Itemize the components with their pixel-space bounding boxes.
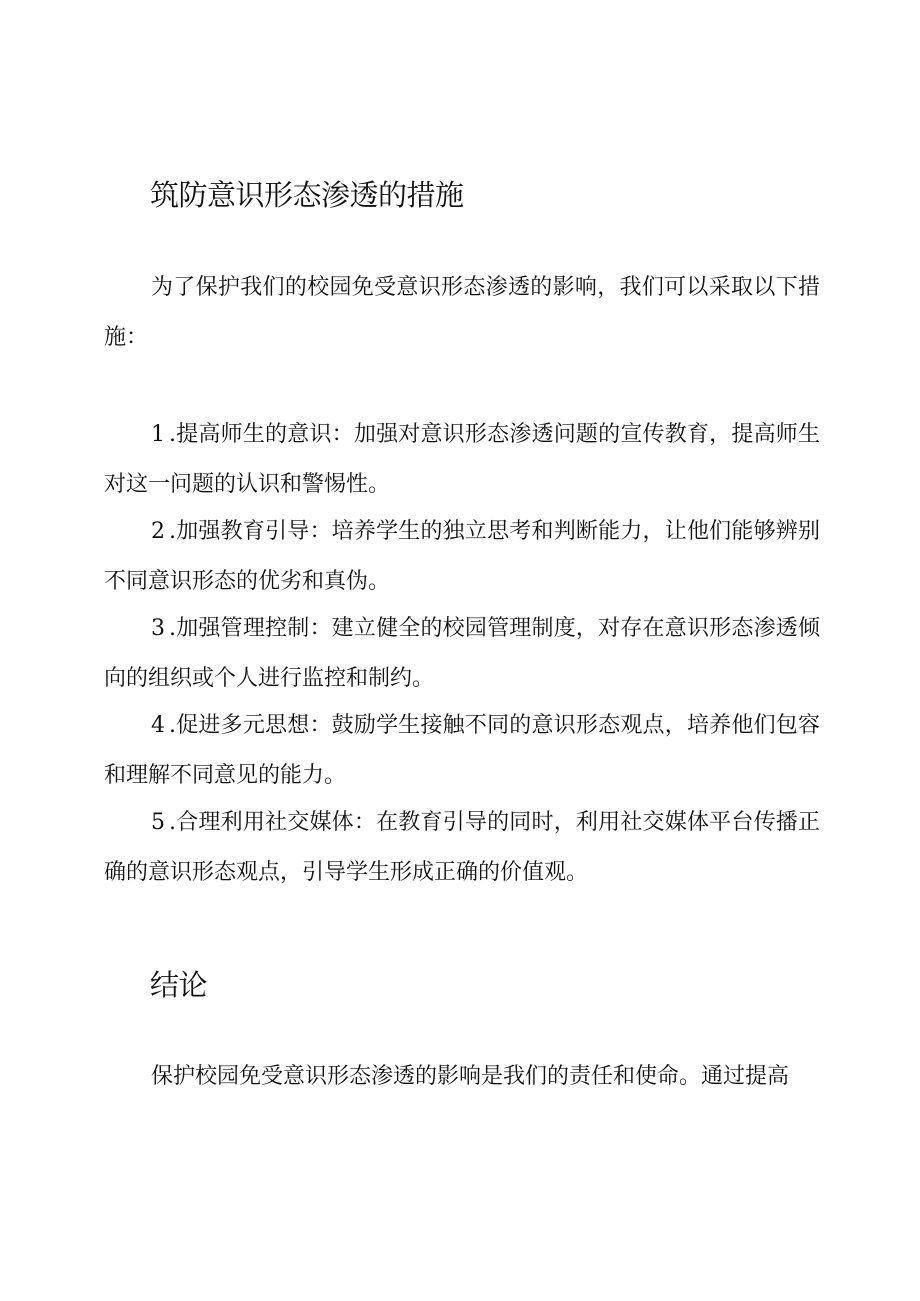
measure-item-3 <box>104 604 820 704</box>
measure-item-1 <box>104 410 820 510</box>
measure-text: .提高师生的意识：加强对意识形态渗透问题的宣传教育，提高师生对这一问题的认识和警惕性。 <box>104 422 820 497</box>
measure-number: 4 <box>151 713 165 738</box>
measure-text: .促进多元思想：鼓励学生接触不同的意识形态观点，培养他们包容和理解不同意见的能力。 <box>104 713 820 788</box>
measure-number: 5 <box>151 810 165 835</box>
measure-text: .加强教育引导：培养学生的独立思考和判断能力，让他们能够辨别不同意识形态的优劣和真伪。 <box>104 519 820 594</box>
measure-item-2 <box>104 507 820 607</box>
intro-paragraph: 为了保护我们的校园免受意识形态渗透的影响，我们可以采取以下措施： <box>104 275 820 350</box>
measure-item-5 <box>104 798 820 898</box>
measure-number: 1 <box>151 422 165 447</box>
measure-number: 3 <box>151 616 165 641</box>
measure-text: .加强管理控制：建立健全的校园管理制度，对存在意识形态渗透倾向的组织或个人进行监控和制约。 <box>104 616 820 691</box>
measure-number: 2 <box>151 519 165 544</box>
section-title-conclusion: 结论 <box>150 968 208 1002</box>
conclusion-paragraph: 保护校园免受意识形态渗透的影响是我们的责任和使命。通过提高 <box>151 1064 790 1089</box>
measure-item-4 <box>104 701 820 801</box>
section-title-measures: 筑防意识形态渗透的措施 <box>150 178 464 212</box>
measure-text: .合理利用社交媒体：在教育引导的同时，利用社交媒体平台传播正确的意识形态观点，引导学生形成正确的价值观。 <box>104 810 820 885</box>
